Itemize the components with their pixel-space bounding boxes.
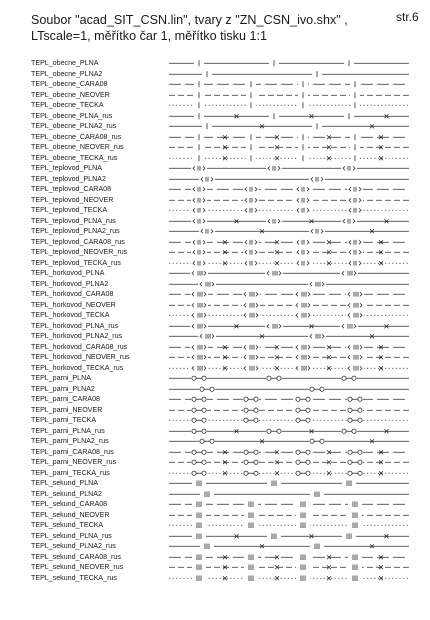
linetype-row <box>31 216 411 227</box>
linetype-sample <box>169 111 409 122</box>
linetype-row <box>31 121 411 132</box>
linetype-sample-drawing <box>169 331 409 342</box>
linetype-sample <box>169 205 409 216</box>
linetype-sample-drawing <box>169 205 409 216</box>
linetype-row <box>31 226 411 237</box>
linetype-sample-drawing <box>169 247 409 258</box>
linetype-row <box>31 310 411 321</box>
linetype-sample-drawing <box>169 69 409 80</box>
linetype-sample-drawing <box>169 394 409 405</box>
linetype-sample-drawing <box>169 552 409 563</box>
title-line-2: LTscale=1, měřítko čar 1, měřítko tisku 1:1 <box>31 29 267 43</box>
linetype-sample-drawing <box>169 468 409 479</box>
linetype-name: TEPL_horkovod_NEOVER_rus <box>31 353 130 361</box>
linetype-sample <box>169 415 409 426</box>
linetype-name: TEPL_horkovod_PLNA2_rus <box>31 332 123 340</box>
linetype-row <box>31 69 411 80</box>
linetype-row <box>31 363 411 374</box>
linetype-name: TEPL_sekund_PLNA2_rus <box>31 542 116 550</box>
linetype-name: TEPL_obecne_CARA08 <box>31 80 108 88</box>
linetype-row <box>31 247 411 258</box>
linetype-sample <box>169 562 409 573</box>
linetype-name: TEPL_obecne_PLNA2 <box>31 69 103 78</box>
linetype-sample-drawing <box>169 121 409 132</box>
linetype-symbols <box>192 575 383 581</box>
linetype-row <box>31 394 411 405</box>
linetype-sample-drawing <box>169 184 409 195</box>
linetype-sample <box>169 300 409 311</box>
linetype-name: TEPL_obecne_TECKA_rus <box>31 153 118 162</box>
linetype-sample <box>169 79 409 90</box>
linetype-name: TEPL_teplovod_NEOVER_rus <box>31 248 128 256</box>
linetype-sample-drawing <box>169 457 409 468</box>
linetype-sample <box>169 373 409 384</box>
linetype-name: TEPL_teplovod_CARA08 <box>31 185 112 193</box>
linetype-sample <box>169 237 409 248</box>
linetype-symbols <box>190 365 383 370</box>
linetype-sample <box>169 573 409 584</box>
linetype-name: TEPL_parni_PLNA_rus <box>31 426 105 435</box>
linetype-sample <box>169 132 409 143</box>
linetype-sample <box>169 478 409 489</box>
linetype-row <box>31 153 411 164</box>
linetype-sample <box>169 510 409 521</box>
linetype-name: TEPL_horkovod_CARA08 <box>31 290 114 298</box>
linetype-name: TEPL_teplovod_PLNA_rus <box>31 216 116 225</box>
linetype-sample-drawing <box>169 352 409 363</box>
linetype-sample <box>169 174 409 185</box>
linetype-row <box>31 268 411 279</box>
linetype-sample <box>169 153 409 164</box>
linetype-name: TEPL_horkovod_PLNA <box>31 269 105 277</box>
linetype-name: TEPL_obecne_PLNA <box>31 59 99 67</box>
linetype-row <box>31 90 411 101</box>
linetype-sample-drawing <box>169 373 409 384</box>
linetype-sample <box>169 142 409 153</box>
linetype-sample-drawing <box>169 510 409 521</box>
linetype-row <box>31 100 411 111</box>
linetype-row <box>31 237 411 248</box>
linetype-sample <box>169 268 409 279</box>
linetype-name: TEPL_obecne_PLNA2_rus <box>31 122 117 130</box>
linetype-row <box>31 552 411 563</box>
linetype-row <box>31 436 411 447</box>
linetype-name: TEPL_horkovod_TECKA <box>31 311 110 319</box>
linetype-row <box>31 447 411 458</box>
linetype-name: TEPL_sekund_NEOVER <box>31 510 110 519</box>
linetype-row <box>31 279 411 290</box>
linetype-sample <box>169 321 409 332</box>
linetype-row <box>31 79 411 90</box>
linetype-row <box>31 258 411 269</box>
linetype-row <box>31 373 411 384</box>
linetype-sample <box>169 247 409 258</box>
linetype-sample <box>169 58 409 69</box>
linetype-name: TEPL_obecne_NEOVER <box>31 90 110 99</box>
linetype-sample-drawing <box>169 520 409 531</box>
linetype-sample <box>169 279 409 290</box>
linetype-list <box>31 58 411 583</box>
linetype-name: TEPL_parni_CARA08_rus <box>31 447 114 456</box>
linetype-sample <box>169 489 409 500</box>
linetype-sample <box>169 499 409 510</box>
linetype-sample-drawing <box>169 426 409 437</box>
linetype-sample-drawing <box>169 237 409 248</box>
linetype-sample-drawing <box>169 174 409 185</box>
linetype-name: TEPL_sekund_PLNA_rus <box>31 531 112 540</box>
linetype-sample <box>169 216 409 227</box>
linetype-row <box>31 142 411 153</box>
linetype-sample <box>169 289 409 300</box>
linetype-sample-drawing <box>169 268 409 279</box>
linetype-sample <box>169 394 409 405</box>
linetype-name: TEPL_parni_NEOVER <box>31 405 103 414</box>
linetype-row <box>31 163 411 174</box>
linetype-name: TEPL_teplovod_PLNA2 <box>31 174 106 183</box>
linetype-name: TEPL_teplovod_TECKA <box>31 206 108 214</box>
linetype-name: TEPL_horkovod_TECKA_rus <box>31 363 124 372</box>
linetype-name: TEPL_parni_TECKA <box>31 416 97 424</box>
linetype-sample <box>169 100 409 111</box>
linetype-row <box>31 499 411 510</box>
linetype-sample-drawing <box>169 342 409 353</box>
linetype-sample <box>169 447 409 458</box>
linetype-sample-drawing <box>169 163 409 174</box>
linetype-sample <box>169 310 409 321</box>
linetype-row <box>31 478 411 489</box>
linetype-sample-drawing <box>169 447 409 458</box>
linetype-sample <box>169 468 409 479</box>
linetype-sample <box>169 121 409 132</box>
linetype-row <box>31 352 411 363</box>
linetype-sample <box>169 541 409 552</box>
linetype-sample-drawing <box>169 90 409 101</box>
linetype-row <box>31 300 411 311</box>
linetype-row <box>31 531 411 542</box>
linetype-sample <box>169 90 409 101</box>
linetype-row <box>31 384 411 395</box>
linetype-sample-drawing <box>169 541 409 552</box>
linetype-sample <box>169 184 409 195</box>
linetype-sample-drawing <box>169 405 409 416</box>
linetype-row <box>31 195 411 206</box>
linetype-sample-drawing <box>169 195 409 206</box>
linetype-sample <box>169 352 409 363</box>
linetype-row <box>31 321 411 332</box>
linetype-name: TEPL_horkovod_PLNA2 <box>31 279 109 288</box>
linetype-row <box>31 541 411 552</box>
linetype-sample-drawing <box>169 100 409 111</box>
document-header <box>31 12 371 44</box>
linetype-name: TEPL_sekund_CARA08_rus <box>31 552 121 561</box>
linetype-name: TEPL_sekund_TECKA <box>31 521 104 529</box>
linetype-sample <box>169 195 409 206</box>
linetype-sample <box>169 363 409 374</box>
linetype-name: TEPL_sekund_CARA08 <box>31 500 108 508</box>
linetype-sample <box>169 552 409 563</box>
linetype-row <box>31 331 411 342</box>
linetype-sample-drawing <box>169 142 409 153</box>
linetype-name: TEPL_horkovod_PLNA_rus <box>31 321 119 330</box>
linetype-name: TEPL_sekund_PLNA <box>31 479 99 487</box>
linetype-name: TEPL_teplovod_NEOVER <box>31 195 114 204</box>
linetype-sample-drawing <box>169 279 409 290</box>
linetype-sample-drawing <box>169 321 409 332</box>
linetype-symbols <box>192 522 362 528</box>
linetype-row <box>31 58 411 69</box>
linetype-name: TEPL_parni_TECKA_rus <box>31 468 110 477</box>
linetype-sample <box>169 384 409 395</box>
linetype-name: TEPL_parni_PLNA <box>31 374 91 382</box>
linetype-name: TEPL_teplovod_CARA08_rus <box>31 237 125 246</box>
linetype-sample-drawing <box>169 363 409 374</box>
linetype-sample <box>169 457 409 468</box>
linetype-row <box>31 510 411 521</box>
linetype-row <box>31 468 411 479</box>
linetype-name: TEPL_obecne_PLNA_rus <box>31 111 113 120</box>
linetype-name: TEPL_parni_CARA08 <box>31 395 101 403</box>
linetype-sample <box>169 342 409 353</box>
linetype-sample-drawing <box>169 300 409 311</box>
linetype-row <box>31 205 411 216</box>
linetype-sample <box>169 436 409 447</box>
linetype-sample <box>169 163 409 174</box>
linetype-name: TEPL_teplovod_PLNA2_rus <box>31 227 120 235</box>
page-number: str.6 <box>396 10 419 24</box>
linetype-sample <box>169 331 409 342</box>
linetype-row <box>31 111 411 122</box>
linetype-sample-drawing <box>169 499 409 510</box>
linetype-row <box>31 520 411 531</box>
linetype-row <box>31 174 411 185</box>
linetype-row <box>31 457 411 468</box>
linetype-sample-drawing <box>169 111 409 122</box>
linetype-sample <box>169 69 409 80</box>
linetype-sample-drawing <box>169 436 409 447</box>
linetype-name: TEPL_parni_PLNA2 <box>31 384 95 393</box>
linetype-row <box>31 405 411 416</box>
linetype-name: TEPL_obecne_NEOVER_rus <box>31 143 124 151</box>
linetype-name: TEPL_obecne_TECKA <box>31 101 104 109</box>
linetype-sample-drawing <box>169 226 409 237</box>
linetype-row <box>31 132 411 143</box>
title-line-1: Soubor "acad_SIT_CSN.lin", tvary z "ZN_CSN_ivo.shx" , <box>31 13 348 27</box>
linetype-sample <box>169 426 409 437</box>
linetype-row <box>31 562 411 573</box>
linetype-row <box>31 415 411 426</box>
linetype-name: TEPL_horkovod_NEOVER <box>31 300 116 309</box>
linetype-name: TEPL_sekund_NEOVER_rus <box>31 563 124 571</box>
linetype-sample-drawing <box>169 216 409 227</box>
linetype-sample-drawing <box>169 562 409 573</box>
linetype-name: TEPL_sekund_TECKA_rus <box>31 573 117 582</box>
linetype-row <box>31 342 411 353</box>
linetype-sample-drawing <box>169 58 409 69</box>
linetype-name: TEPL_parni_NEOVER_rus <box>31 458 117 466</box>
linetype-row <box>31 489 411 500</box>
linetype-sample <box>169 258 409 269</box>
linetype-sample-drawing <box>169 132 409 143</box>
linetype-sample <box>169 520 409 531</box>
linetype-row <box>31 289 411 300</box>
linetype-row <box>31 184 411 195</box>
linetype-sample-drawing <box>169 384 409 395</box>
linetype-sample-drawing <box>169 415 409 426</box>
linetype-row <box>31 573 411 584</box>
linetype-name: TEPL_teplovod_PLNA <box>31 164 102 172</box>
linetype-sample <box>169 531 409 542</box>
linetype-sample-drawing <box>169 258 409 269</box>
linetype-sample-drawing <box>169 478 409 489</box>
linetype-sample-drawing <box>169 79 409 90</box>
linetype-name: TEPL_horkovod_CARA08_rus <box>31 342 128 351</box>
linetype-sample <box>169 226 409 237</box>
linetype-name: TEPL_sekund_PLNA2 <box>31 489 102 498</box>
linetype-sample-drawing <box>169 310 409 321</box>
linetype-name: TEPL_obecne_CARA08_rus <box>31 132 122 141</box>
linetype-sample-drawing <box>169 289 409 300</box>
linetype-sample-drawing <box>169 573 409 584</box>
linetype-sample-drawing <box>169 153 409 164</box>
linetype-row <box>31 426 411 437</box>
linetype-name: TEPL_teplovod_TECKA_rus <box>31 258 121 267</box>
linetype-name: TEPL_parni_PLNA2_rus <box>31 437 109 445</box>
linetype-sample <box>169 405 409 416</box>
linetype-sample-drawing <box>169 489 409 500</box>
linetype-sample-drawing <box>169 531 409 542</box>
